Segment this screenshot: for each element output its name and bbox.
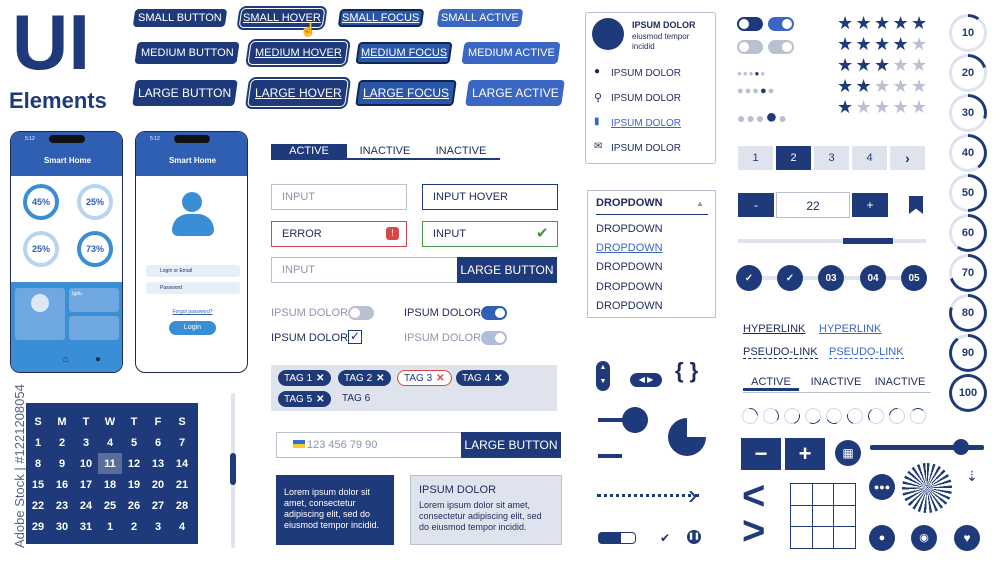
bookmark-icon[interactable] — [909, 196, 923, 214]
toggle-off[interactable] — [768, 40, 794, 54]
pause-icon[interactable]: ❚❚ — [687, 530, 701, 544]
search-input[interactable]: INPUT — [271, 257, 461, 283]
progress-ring — [949, 94, 987, 132]
medium-active-button[interactable]: MEDIUM ACTIVE — [461, 42, 560, 64]
progress-ring-label: 50 — [952, 177, 984, 209]
calendar-day[interactable]: 23 — [55, 499, 69, 512]
toggle-label: IPSUM DOLOR — [271, 307, 349, 319]
tab-inactive[interactable]: INACTIVE — [435, 145, 487, 157]
progress-ring — [949, 214, 987, 252]
progress-pill — [598, 532, 636, 544]
tab-underline — [271, 158, 500, 160]
calendar-day[interactable]: 14 — [175, 457, 189, 470]
home-icon[interactable]: ⌂ — [63, 354, 70, 365]
dropdown-item-hover[interactable]: DROPDOWN — [596, 242, 663, 254]
star-filled-icon[interactable]: ★ — [874, 13, 891, 33]
progress-ring — [949, 374, 987, 412]
dots-indicator[interactable]: ●●●●● — [737, 106, 788, 128]
slider-line — [598, 454, 622, 458]
increment-button[interactable]: + — [852, 193, 888, 217]
medium-focus-button[interactable]: MEDIUM FOCUS — [355, 42, 452, 64]
profile-icon[interactable]: ● — [95, 354, 102, 365]
calendar-day[interactable]: 25 — [103, 499, 117, 512]
grid-app-icon[interactable]: ▦ — [835, 440, 861, 466]
check-icon: ✔ — [536, 225, 549, 242]
device-card[interactable] — [69, 316, 119, 340]
star-filled-icon[interactable]: ★ — [855, 34, 872, 54]
spinner-icon — [902, 463, 952, 513]
tag-chip[interactable]: TAG 4 ✕ — [456, 370, 509, 386]
calendar — [26, 403, 198, 544]
progress-ring-label: 90 — [952, 337, 984, 369]
chevron-left-icon[interactable]: < — [742, 474, 766, 518]
heart-button[interactable]: ♥ — [954, 525, 980, 551]
checkbox-label: IPSUM DOLOR — [271, 332, 349, 344]
progress-ring — [949, 294, 987, 332]
next-page-button[interactable]: › — [890, 146, 925, 170]
loader-circle — [886, 405, 909, 428]
large-focus-button[interactable]: LARGE FOCUS — [355, 80, 457, 106]
large-hover-button[interactable]: LARGE HOVER — [248, 80, 348, 106]
text-input-valid[interactable]: INPUT — [422, 221, 558, 247]
status-time: 5:12 — [25, 136, 35, 142]
calendar-day[interactable]: 20 — [151, 478, 165, 491]
arrow-right-icon: › — [688, 479, 698, 510]
loader-circle — [844, 405, 866, 427]
progress-ring-label: 20 — [952, 57, 984, 89]
calendar-day-selected[interactable]: 11 — [98, 453, 122, 474]
braces-icon: { } — [675, 358, 699, 383]
phone-submit-button[interactable]: LARGE BUTTON — [461, 432, 561, 458]
star-empty-icon[interactable]: ★ — [892, 55, 909, 75]
large-active-button[interactable]: LARGE ACTIVE — [465, 80, 565, 106]
calendar-day[interactable]: 27 — [151, 499, 165, 512]
page-button[interactable]: 3 — [814, 146, 849, 170]
star-empty-icon[interactable]: ★ — [892, 76, 909, 96]
tag-chip[interactable]: TAG 5 ✕ — [278, 391, 331, 407]
calendar-day[interactable]: 9 — [58, 457, 66, 470]
error-icon: ! — [386, 227, 399, 240]
calendar-day[interactable]: 24 — [79, 499, 93, 512]
star-filled-icon[interactable]: ★ — [892, 13, 909, 33]
forgot-password-link[interactable]: Forgot password? — [172, 309, 213, 315]
star-filled-icon[interactable]: ★ — [855, 76, 872, 96]
calendar-day[interactable]: 13 — [151, 457, 165, 470]
flag-icon[interactable] — [293, 440, 305, 448]
range-slider-handle[interactable] — [953, 439, 969, 455]
profile-menu-item[interactable]: IPSUM DOLOR — [611, 143, 682, 154]
star-filled-icon[interactable]: ★ — [837, 55, 854, 75]
calendar-day[interactable]: 4 — [106, 436, 114, 449]
calendar-day[interactable]: 18 — [103, 478, 117, 491]
chevron-right-icon[interactable]: > — [742, 509, 766, 553]
slider-line — [598, 418, 628, 422]
star-filled-icon[interactable]: ★ — [911, 13, 928, 33]
step[interactable]: 03 — [818, 265, 844, 291]
step[interactable]: 05 — [901, 265, 927, 291]
progress-ring — [949, 334, 987, 372]
medium-button[interactable]: MEDIUM BUTTON — [134, 42, 239, 64]
calendar-day[interactable]: 2 — [58, 436, 66, 449]
calendar-day[interactable]: 17 — [79, 478, 93, 491]
checkbox-checked[interactable]: ✓ — [349, 329, 361, 343]
loader-circle — [739, 405, 762, 428]
tag-input-text[interactable]: TAG 6 — [342, 393, 371, 404]
mail-icon: ✉ — [594, 141, 603, 152]
dropdown-item[interactable]: DROPDOWN — [596, 281, 663, 293]
phone-input[interactable]: 123 456 79 90 — [276, 432, 466, 458]
dots-indicator[interactable]: ●●●●● — [737, 69, 767, 78]
calendar-day[interactable]: 5 — [130, 436, 138, 449]
profile-menu-item[interactable]: IPSUM DOLOR — [611, 68, 682, 79]
small-active-button[interactable]: SMALL ACTIVE — [437, 9, 524, 27]
toggle-label: IPSUM DOLOR — [404, 307, 482, 319]
check-circle-icon[interactable]: ✔ — [660, 531, 671, 545]
progress-ring-label: 100 — [952, 377, 984, 409]
calendar-day[interactable]: 28 — [175, 499, 189, 512]
progress-ring — [949, 54, 987, 92]
login-button[interactable]: Login — [169, 321, 216, 335]
page-button[interactable]: 4 — [852, 146, 887, 170]
progress-ring-label: 40 — [952, 137, 984, 169]
loader-circle — [803, 406, 824, 427]
plus-button[interactable]: + — [785, 438, 825, 470]
toggle-on[interactable] — [768, 17, 794, 31]
gauge: 25% — [77, 184, 113, 220]
notch — [49, 135, 85, 143]
dropdown — [587, 190, 716, 318]
page-button-active[interactable]: 2 — [776, 146, 811, 170]
weekday-label: W — [104, 415, 116, 428]
gauge: 25% — [23, 231, 59, 267]
tab-inactive[interactable]: INACTIVE — [874, 376, 926, 388]
progress-ring — [949, 134, 987, 172]
star-empty-icon[interactable]: ★ — [911, 34, 928, 54]
tab-underline — [743, 392, 931, 393]
star-empty-icon[interactable]: ★ — [874, 97, 891, 117]
tab-inactive[interactable]: INACTIVE — [359, 145, 411, 157]
star-filled-icon[interactable]: ★ — [892, 34, 909, 54]
calendar-day[interactable]: 26 — [127, 499, 141, 512]
avatar-body — [172, 214, 214, 236]
profile-sub: incidid — [632, 42, 655, 51]
tooltip-light — [410, 475, 562, 545]
password-field[interactable]: Password — [146, 282, 240, 294]
calendar-day[interactable]: 1 — [106, 520, 114, 533]
tooltip-text: Lorem ipsum dolor sit amet, consectetur adipiscing elit, sed do eiusmod tempor incidid. — [419, 500, 542, 532]
profile-avatar[interactable] — [592, 18, 624, 50]
table-grid-icon — [790, 483, 856, 549]
weekday-label: S — [178, 415, 186, 428]
profile-sub: eiusmod tempor — [632, 32, 690, 41]
title-elements: Elements — [9, 88, 107, 113]
scrollbar-thumb[interactable] — [230, 453, 236, 485]
loader-circle — [867, 407, 886, 426]
toggle-off[interactable] — [737, 40, 763, 54]
quantity-field[interactable]: 22 — [776, 192, 850, 218]
card-label: Igdu — [72, 291, 82, 297]
toggle-label: IPSUM DOLOR — [404, 332, 482, 344]
phone-title: Smart Home — [168, 156, 217, 165]
chart-icon: ▮ — [594, 116, 600, 127]
progress-ring-label: 10 — [952, 17, 984, 49]
tab-active[interactable]: ACTIVE — [743, 376, 799, 391]
calendar-day[interactable]: 30 — [55, 520, 69, 533]
weekday-label: F — [154, 415, 162, 428]
calendar-day[interactable]: 21 — [175, 478, 189, 491]
phone-mockup-dashboard — [10, 131, 123, 373]
step[interactable]: 04 — [860, 265, 886, 291]
step-done[interactable]: ✓ — [736, 265, 762, 291]
pseudo-link[interactable]: PSEUDO-LINK — [743, 346, 818, 358]
star-filled-icon[interactable]: ★ — [837, 76, 854, 96]
star-empty-icon[interactable]: ★ — [855, 97, 872, 117]
phone-title: Smart Home — [43, 156, 92, 165]
page-button[interactable]: 1 — [738, 146, 773, 170]
hyperlink[interactable]: HYPERLINK — [743, 323, 806, 335]
tab-inactive[interactable]: INACTIVE — [810, 376, 862, 388]
progress-ring — [949, 14, 987, 52]
pseudo-link-hover[interactable]: PSEUDO-LINK — [829, 346, 904, 358]
tag-chip[interactable]: TAG 1 ✕ — [278, 370, 331, 386]
weekday-label: T — [82, 415, 90, 428]
minus-button[interactable]: − — [741, 438, 781, 470]
vertical-arrows-button[interactable]: ▲ ▼ — [596, 361, 610, 391]
star-filled-icon[interactable]: ★ — [855, 13, 872, 33]
gauge: 45% — [23, 184, 59, 220]
large-button[interactable]: LARGE BUTTON — [132, 80, 238, 106]
star-empty-icon[interactable]: ★ — [911, 76, 928, 96]
watermark: Adobe Stock | #1221208054 — [12, 384, 27, 548]
calendar-day[interactable]: 10 — [79, 457, 93, 470]
toggle-on[interactable] — [737, 17, 763, 31]
progress-ring — [949, 174, 987, 212]
more-icon[interactable]: ●●● — [869, 474, 895, 500]
tag-chip-hover[interactable]: TAG 3 ✕ — [397, 370, 452, 386]
calendar-day[interactable]: 3 — [154, 520, 162, 533]
star-empty-icon[interactable]: ★ — [911, 97, 928, 117]
star-empty-icon[interactable]: ★ — [874, 76, 891, 96]
profile-menu-item[interactable]: IPSUM DOLOR — [611, 118, 682, 129]
decrement-button[interactable]: - — [738, 193, 774, 217]
title-ui: UI — [12, 0, 90, 86]
toggle-off[interactable] — [348, 306, 374, 320]
star-filled-icon[interactable]: ★ — [837, 13, 854, 33]
notch — [174, 135, 210, 143]
star-filled-icon[interactable]: ★ — [874, 55, 891, 75]
star-filled-icon[interactable]: ★ — [837, 97, 854, 117]
calendar-day[interactable]: 2 — [130, 520, 138, 533]
calendar-day[interactable]: 4 — [178, 520, 186, 533]
progress-track — [738, 239, 926, 243]
calendar-day[interactable]: 6 — [154, 436, 162, 449]
cursor-hand-icon: ☝ — [300, 22, 317, 37]
loader-circle — [781, 405, 803, 427]
dropdown-item[interactable]: DROPDOWN — [596, 223, 663, 235]
progress-ring — [949, 254, 987, 292]
pie-icon — [668, 418, 706, 456]
gauge: 73% — [77, 231, 113, 267]
arrow-down-icon: ⇣ — [966, 468, 978, 484]
calendar-day[interactable]: 7 — [178, 436, 186, 449]
dropdown-item[interactable]: DROPDOWN — [596, 261, 663, 273]
loader-circle — [824, 406, 845, 427]
calendar-day[interactable]: 1 — [34, 436, 42, 449]
star-filled-icon[interactable]: ★ — [855, 55, 872, 75]
calendar-day[interactable]: 29 — [31, 520, 45, 533]
step-done[interactable]: ✓ — [777, 265, 803, 291]
dotted-arrow-icon — [597, 494, 699, 497]
status-time: 5:12 — [150, 136, 160, 142]
progress-ring-label: 30 — [952, 97, 984, 129]
loader-circle — [762, 407, 781, 426]
dropdown-divider — [596, 214, 708, 215]
text-input-hover[interactable]: INPUT HOVER — [422, 184, 558, 210]
loader-circle — [910, 408, 926, 424]
camera-button[interactable]: ◉ — [911, 525, 937, 551]
calendar-day[interactable]: 19 — [127, 478, 141, 491]
progress-ring-label: 60 — [952, 217, 984, 249]
avatar-head — [182, 192, 202, 212]
chevron-up-icon: ▲ — [696, 199, 704, 208]
toggle-on[interactable] — [481, 306, 507, 320]
weekday-label: T — [130, 415, 138, 428]
horizontal-arrows-button[interactable]: ◀ ▶ — [630, 373, 662, 387]
user-icon: ● — [594, 66, 601, 77]
progress-fill — [843, 238, 893, 244]
calendar-day[interactable]: 31 — [79, 520, 93, 533]
progress-ring-label: 80 — [952, 297, 984, 329]
user-icon — [31, 294, 49, 312]
calendar-day[interactable]: 12 — [127, 457, 141, 470]
calendar-day[interactable]: 3 — [82, 436, 90, 449]
small-hover-button[interactable]: SMALL HOVER — [240, 9, 325, 27]
medium-hover-button[interactable]: MEDIUM HOVER — [248, 42, 347, 64]
phone-mockup-login — [135, 131, 248, 373]
weekday-label: S — [34, 415, 42, 428]
calendar-day[interactable]: 8 — [34, 457, 42, 470]
text-input[interactable]: INPUT — [271, 184, 407, 210]
dropdown-header[interactable]: DROPDOWN — [596, 197, 663, 209]
login-field[interactable]: Login or Email — [146, 265, 240, 277]
profile-menu-item[interactable]: IPSUM DOLOR — [611, 93, 682, 104]
small-button[interactable]: SMALL BUTTON — [133, 9, 228, 27]
dropdown-item[interactable]: DROPDOWN — [596, 300, 663, 312]
user-button[interactable]: ● — [869, 525, 895, 551]
star-filled-icon[interactable]: ★ — [874, 34, 891, 54]
toggle-disabled[interactable] — [481, 331, 507, 345]
search-submit-button[interactable]: LARGE BUTTON — [457, 257, 557, 283]
tab-active[interactable]: ACTIVE — [271, 144, 347, 159]
progress-ring-label: 70 — [952, 257, 984, 289]
star-empty-icon[interactable]: ★ — [892, 97, 909, 117]
dots-indicator[interactable]: ●●●●● — [737, 85, 776, 97]
weekday-label: M — [57, 415, 67, 428]
search-icon: ⚲ — [594, 92, 603, 104]
small-focus-button[interactable]: SMALL FOCUS — [338, 9, 425, 27]
calendar-day[interactable]: 22 — [31, 499, 45, 512]
tag-chip[interactable]: TAG 2 ✕ — [338, 370, 391, 386]
calendar-day[interactable]: 15 — [31, 478, 45, 491]
profile-name: IPSUM DOLOR — [632, 20, 696, 30]
tooltip-title: IPSUM DOLOR — [419, 484, 497, 496]
star-filled-icon[interactable]: ★ — [837, 34, 854, 54]
hyperlink-hover[interactable]: HYPERLINK — [819, 323, 882, 335]
tooltip-dark: Lorem ipsum dolor sit amet, consectetur adipiscing elit, sed do eiusmod tempor incidid. — [276, 475, 394, 545]
star-empty-icon[interactable]: ★ — [911, 55, 928, 75]
calendar-day[interactable]: 16 — [55, 478, 69, 491]
text-input-error[interactable]: ERROR — [271, 221, 407, 247]
